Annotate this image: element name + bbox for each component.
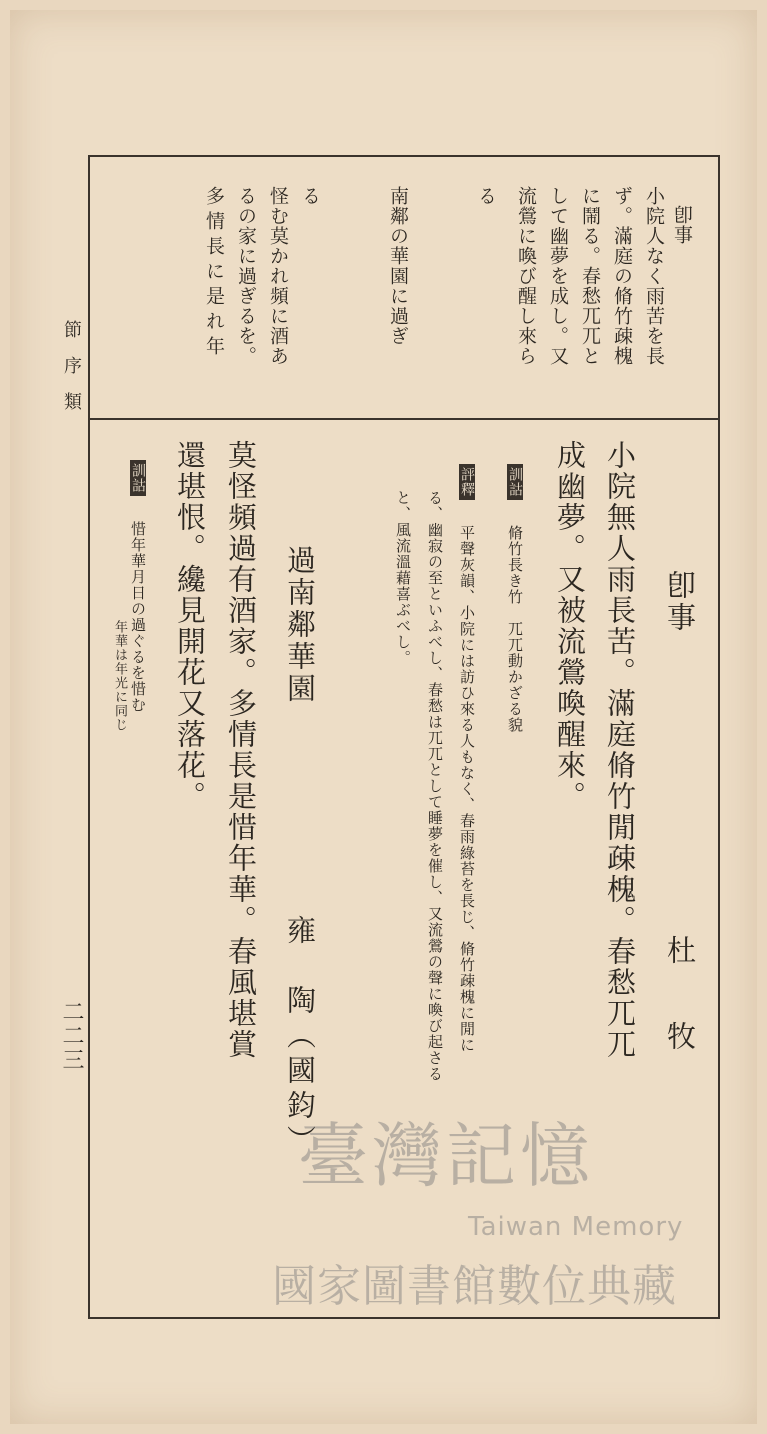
poem1-hyo-line-2: る、幽寂の至といふべし、春愁は兀兀として睡夢を催し、又流鶯の聲に喚び起さる [426,490,444,1082]
upper-col-10: 怪む莫かれ頻に酒あ [267,186,289,366]
upper-col-9: る [299,186,321,206]
poem1-hyo-line-3: と、風流溫藉喜ぶべし。 [394,490,412,666]
watermark-main: 臺灣記憶 [298,1115,594,1197]
upper-col-1: 卽事 [671,205,693,245]
watermark-sub: 國家圖書館數位典藏 [272,1261,677,1312]
poem2-kungo-text-1: 惜年華月日の過ぐるを惜む [129,521,147,713]
poem2-line-2: 還堪恨。纔見開花又落花。 [173,440,207,812]
section-title: 節序類 [61,320,82,428]
upper-col-11: るの家に過ぎるを。 [235,186,257,366]
poem2-title: 過南鄰華園 [283,545,317,705]
poem2-author: 雍 陶（國鈞） [283,915,317,1160]
poem1-line-2: 成幽夢。又被流鶯喚醒來。 [553,440,587,812]
poem1-line-1: 小院無人雨長苦。滿庭脩竹閒疎槐。春愁兀兀 [603,440,637,1060]
upper-col-8: 南鄰の華園に過ぎ [387,186,409,346]
watermark [268,1100,728,1310]
upper-col-7: る [475,186,497,206]
kungo-label: 訓詁 [507,464,523,500]
page-number: 二二三 [59,1000,84,1072]
poem1-hyoshaku [459,464,475,1053]
poem2-line-1: 莫怪頻過有酒家。多情長是惜年華。春風堪賞 [224,440,258,1060]
upper-col-12: 多情長に是れ年 [203,186,225,361]
upper-col-2: 小院人なく雨苦を長 [643,186,665,366]
watermark-english: Taiwan Memory [468,1212,684,1242]
upper-col-6: 流鶯に喚び醒し來ら [515,186,537,366]
upper-col-3: ず。滿庭の脩竹疎槐 [611,186,633,366]
poem1-author: 杜 牧 [663,935,697,1064]
kungo2-label: 訓詁 [130,460,146,496]
poem1-title: 卽事 [663,570,697,634]
poem1-kungo-text: 脩竹長き竹 兀兀動かざる貌 [506,525,524,733]
poem2-kungo [130,460,146,713]
upper-col-5: して幽夢を成し。又 [547,186,569,366]
section-divider [88,418,718,420]
poem2-kungo-text-2: 年華は年光に同じ [112,620,127,732]
poem1-kungo [507,464,523,733]
poem1-hyo-line-1: 平聲灰韻、小院には訪ひ來る人もなく、春雨綠苔を長じ、脩竹疎槐に閒に [458,525,476,1053]
upper-col-4: に鬧る。春愁兀兀と [579,186,601,366]
hyoshaku-label: 評釋 [459,464,475,500]
